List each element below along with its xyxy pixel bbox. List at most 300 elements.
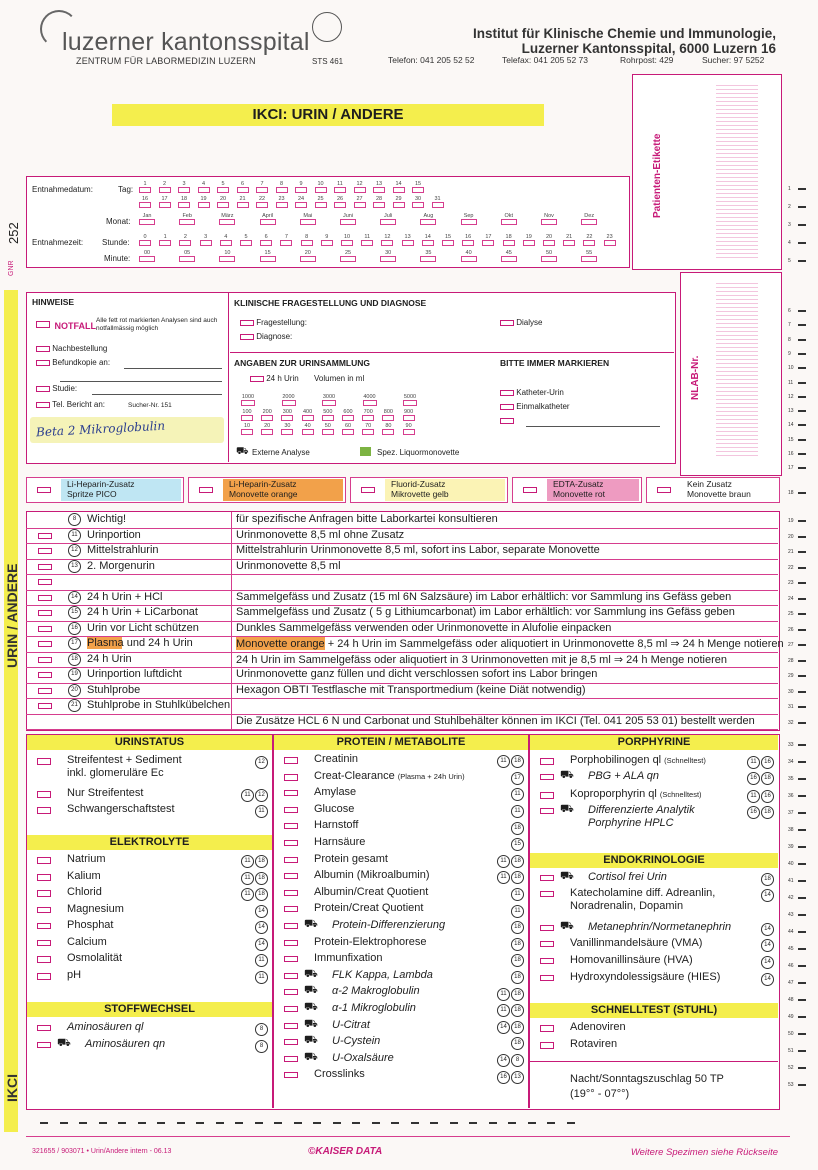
vol2-mark-box[interactable] bbox=[261, 415, 273, 421]
hours-cell[interactable] bbox=[542, 234, 556, 246]
months-mark-box[interactable] bbox=[300, 219, 316, 225]
days1-mark-box[interactable] bbox=[295, 187, 307, 193]
material-checkbox[interactable] bbox=[38, 595, 52, 601]
hours-cell[interactable] bbox=[401, 234, 415, 246]
analysis-row[interactable] bbox=[27, 902, 272, 918]
days1-cell[interactable] bbox=[236, 181, 250, 193]
analysis-row[interactable] bbox=[530, 953, 778, 969]
diagnose-checkbox[interactable] bbox=[240, 334, 254, 340]
months-mark-box[interactable] bbox=[179, 219, 195, 225]
hours-cell[interactable] bbox=[461, 234, 475, 246]
analysis-row[interactable] bbox=[530, 1037, 778, 1053]
days2-mark-box[interactable] bbox=[315, 202, 327, 208]
material-checkbox[interactable] bbox=[38, 564, 52, 570]
analysis-row[interactable] bbox=[274, 752, 528, 768]
studie-line[interactable] bbox=[92, 394, 222, 395]
analysis-checkbox[interactable] bbox=[284, 1039, 298, 1045]
days2-cell[interactable] bbox=[275, 196, 289, 208]
analysis-checkbox[interactable] bbox=[540, 1042, 554, 1049]
notfall-row[interactable] bbox=[36, 316, 96, 334]
befundkopie-checkbox[interactable] bbox=[36, 360, 50, 366]
tel-bericht-row[interactable] bbox=[36, 400, 105, 409]
material-checkbox[interactable] bbox=[38, 626, 52, 632]
vol3-mark-box[interactable] bbox=[261, 429, 273, 435]
tel-bericht-checkbox[interactable] bbox=[36, 402, 50, 408]
befundkopie-line[interactable] bbox=[124, 368, 222, 369]
vol3-mark-box[interactable] bbox=[322, 429, 334, 435]
vol1-cell[interactable] bbox=[362, 394, 378, 406]
fragestellung-checkbox[interactable] bbox=[240, 320, 254, 326]
days2-cell[interactable] bbox=[353, 196, 367, 208]
analysis-checkbox[interactable] bbox=[284, 956, 298, 962]
days1-mark-box[interactable] bbox=[354, 187, 366, 193]
katheter-checkbox[interactable] bbox=[500, 390, 514, 396]
hours-mark-box[interactable] bbox=[159, 240, 171, 246]
material-row[interactable] bbox=[26, 512, 778, 529]
material-checkbox[interactable] bbox=[38, 610, 52, 616]
material-row[interactable] bbox=[26, 636, 784, 653]
months-cell[interactable] bbox=[500, 213, 518, 225]
days2-cell[interactable] bbox=[372, 196, 386, 208]
minutes-mark-box[interactable] bbox=[380, 256, 396, 262]
analysis-checkbox[interactable] bbox=[284, 940, 298, 946]
analysis-checkbox[interactable] bbox=[37, 956, 51, 963]
befundkopie-line-2[interactable] bbox=[60, 381, 222, 382]
vol3-mark-box[interactable] bbox=[362, 429, 374, 435]
analysis-row[interactable] bbox=[530, 803, 778, 829]
analysis-row[interactable] bbox=[27, 1020, 272, 1036]
minutes-mark-box[interactable] bbox=[461, 256, 477, 262]
hours-mark-box[interactable] bbox=[503, 240, 515, 246]
zusatz-checkbox[interactable] bbox=[523, 487, 537, 493]
hours-mark-box[interactable] bbox=[482, 240, 494, 246]
analysis-checkbox[interactable] bbox=[540, 774, 554, 780]
months-cell[interactable] bbox=[299, 213, 317, 225]
material-row[interactable] bbox=[26, 621, 778, 638]
days2-mark-box[interactable] bbox=[432, 202, 444, 208]
days2-cell[interactable] bbox=[158, 196, 172, 208]
analysis-row[interactable] bbox=[274, 835, 528, 851]
vol3-cell[interactable] bbox=[280, 423, 294, 435]
hours-cell[interactable] bbox=[481, 234, 495, 246]
material-row[interactable] bbox=[26, 543, 778, 560]
analysis-checkbox[interactable] bbox=[284, 757, 298, 764]
vol1-cell[interactable] bbox=[240, 394, 256, 406]
analysis-checkbox[interactable] bbox=[37, 973, 51, 980]
hours-cell[interactable] bbox=[360, 234, 374, 246]
hours-mark-box[interactable] bbox=[200, 240, 212, 246]
zusatz-checkbox[interactable] bbox=[199, 487, 213, 493]
minutes-cell[interactable] bbox=[419, 250, 437, 262]
zusatz-box[interactable] bbox=[188, 477, 346, 503]
hours-mark-box[interactable] bbox=[139, 240, 151, 246]
analysis-checkbox[interactable] bbox=[284, 973, 298, 979]
vol2-mark-box[interactable] bbox=[302, 415, 314, 421]
hours-mark-box[interactable] bbox=[301, 240, 313, 246]
other-checkbox[interactable] bbox=[500, 418, 514, 424]
hours-cell[interactable] bbox=[239, 234, 253, 246]
diagnose-row[interactable] bbox=[240, 332, 292, 341]
zusatz-box[interactable] bbox=[350, 477, 508, 503]
vol3-cell[interactable] bbox=[260, 423, 274, 435]
analysis-checkbox[interactable] bbox=[540, 1025, 554, 1032]
zusatz-box[interactable] bbox=[26, 477, 184, 503]
days1-cell[interactable] bbox=[216, 181, 230, 193]
days1-cell[interactable] bbox=[158, 181, 172, 193]
days1-mark-box[interactable] bbox=[217, 187, 229, 193]
vol3-cell[interactable] bbox=[341, 423, 355, 435]
days2-cell[interactable] bbox=[392, 196, 406, 208]
vol3-cell[interactable] bbox=[301, 423, 315, 435]
vol1-cell[interactable] bbox=[321, 394, 337, 406]
hours-cell[interactable] bbox=[421, 234, 435, 246]
dialyse-checkbox[interactable] bbox=[500, 320, 514, 326]
vol2-mark-box[interactable] bbox=[342, 415, 354, 421]
months-cell[interactable] bbox=[540, 213, 558, 225]
analysis-row[interactable] bbox=[274, 818, 528, 834]
hours-cell[interactable] bbox=[300, 234, 314, 246]
months-cell[interactable] bbox=[178, 213, 196, 225]
analysis-row[interactable] bbox=[27, 802, 272, 818]
analysis-row[interactable] bbox=[27, 918, 272, 934]
minutes-mark-box[interactable] bbox=[420, 256, 436, 262]
minutes-mark-box[interactable] bbox=[340, 256, 356, 262]
studie-row[interactable] bbox=[36, 384, 77, 393]
hours-cell[interactable] bbox=[259, 234, 273, 246]
vol3-cell[interactable] bbox=[321, 423, 335, 435]
hours-mark-box[interactable] bbox=[563, 240, 575, 246]
months-cell[interactable] bbox=[339, 213, 357, 225]
nachbestellung-checkbox[interactable] bbox=[36, 346, 50, 352]
analysis-row[interactable] bbox=[530, 886, 778, 912]
months-mark-box[interactable] bbox=[501, 219, 517, 225]
katheter-row[interactable] bbox=[500, 388, 564, 397]
days1-mark-box[interactable] bbox=[412, 187, 424, 193]
spez-green-box[interactable] bbox=[360, 447, 371, 456]
months-cell[interactable] bbox=[218, 213, 236, 225]
months-mark-box[interactable] bbox=[219, 219, 235, 225]
analysis-checkbox[interactable] bbox=[540, 941, 554, 947]
hours-cell[interactable] bbox=[320, 234, 334, 246]
vol2-cell[interactable] bbox=[321, 409, 335, 421]
hours-mark-box[interactable] bbox=[442, 240, 454, 246]
hours-mark-box[interactable] bbox=[604, 240, 616, 246]
hours-cell[interactable] bbox=[582, 234, 596, 246]
days1-cell[interactable] bbox=[197, 181, 211, 193]
hours-cell[interactable] bbox=[441, 234, 455, 246]
months-mark-box[interactable] bbox=[461, 219, 477, 225]
analysis-row[interactable] bbox=[27, 753, 272, 779]
analysis-row[interactable] bbox=[530, 1020, 778, 1036]
material-row[interactable] bbox=[26, 574, 778, 591]
analysis-checkbox[interactable] bbox=[284, 1006, 298, 1012]
analysis-row[interactable] bbox=[530, 769, 778, 785]
minutes-mark-box[interactable] bbox=[219, 256, 235, 262]
analysis-row[interactable] bbox=[274, 901, 528, 917]
analysis-row[interactable] bbox=[27, 869, 272, 885]
analysis-row[interactable] bbox=[274, 1001, 528, 1017]
days2-mark-box[interactable] bbox=[256, 202, 268, 208]
einmal-checkbox[interactable] bbox=[500, 404, 514, 410]
analysis-checkbox[interactable] bbox=[540, 792, 554, 799]
analysis-row[interactable] bbox=[274, 935, 528, 951]
analysis-row[interactable] bbox=[530, 787, 778, 803]
vol3-mark-box[interactable] bbox=[342, 429, 354, 435]
analysis-checkbox[interactable] bbox=[284, 890, 298, 896]
vol2-mark-box[interactable] bbox=[241, 415, 253, 421]
analysis-checkbox[interactable] bbox=[284, 923, 298, 929]
material-checkbox[interactable] bbox=[38, 579, 52, 585]
vol2-mark-box[interactable] bbox=[382, 415, 394, 421]
days2-cell[interactable] bbox=[255, 196, 269, 208]
days2-mark-box[interactable] bbox=[373, 202, 385, 208]
minutes-cell[interactable] bbox=[500, 250, 518, 262]
analysis-row[interactable] bbox=[274, 852, 528, 868]
vol2-mark-box[interactable] bbox=[403, 415, 415, 421]
vol3-mark-box[interactable] bbox=[241, 429, 253, 435]
minutes-mark-box[interactable] bbox=[260, 256, 276, 262]
days1-mark-box[interactable] bbox=[276, 187, 288, 193]
analysis-row[interactable] bbox=[274, 802, 528, 818]
minutes-cell[interactable] bbox=[138, 250, 156, 262]
hours-mark-box[interactable] bbox=[361, 240, 373, 246]
days2-cell[interactable] bbox=[138, 196, 152, 208]
days1-cell[interactable] bbox=[138, 181, 152, 193]
days2-cell[interactable] bbox=[411, 196, 425, 208]
days1-mark-box[interactable] bbox=[315, 187, 327, 193]
h24-row[interactable] bbox=[250, 374, 299, 383]
material-checkbox[interactable] bbox=[38, 641, 52, 647]
analysis-row[interactable] bbox=[27, 786, 272, 802]
hours-mark-box[interactable] bbox=[422, 240, 434, 246]
analysis-row[interactable] bbox=[274, 885, 528, 901]
analysis-row[interactable] bbox=[274, 984, 528, 1000]
analysis-checkbox[interactable] bbox=[540, 975, 554, 981]
material-row[interactable] bbox=[26, 683, 778, 700]
days2-mark-box[interactable] bbox=[295, 202, 307, 208]
dialyse-row[interactable] bbox=[500, 318, 542, 327]
analysis-row[interactable] bbox=[274, 769, 528, 785]
analysis-checkbox[interactable] bbox=[284, 790, 298, 796]
days1-cell[interactable] bbox=[353, 181, 367, 193]
minutes-cell[interactable] bbox=[218, 250, 236, 262]
material-checkbox[interactable] bbox=[38, 533, 52, 539]
analysis-checkbox[interactable] bbox=[37, 940, 51, 946]
analysis-row[interactable] bbox=[274, 1051, 528, 1067]
analysis-row[interactable] bbox=[27, 968, 272, 984]
vol2-cell[interactable] bbox=[260, 409, 274, 421]
minutes-cell[interactable] bbox=[379, 250, 397, 262]
hours-cell[interactable] bbox=[502, 234, 516, 246]
minutes-mark-box[interactable] bbox=[581, 256, 597, 262]
vol2-cell[interactable] bbox=[280, 409, 294, 421]
days2-cell[interactable] bbox=[333, 196, 347, 208]
analysis-checkbox[interactable] bbox=[37, 1042, 51, 1048]
days1-mark-box[interactable] bbox=[373, 187, 385, 193]
days1-mark-box[interactable] bbox=[178, 187, 190, 193]
hours-mark-box[interactable] bbox=[381, 240, 393, 246]
months-mark-box[interactable] bbox=[420, 219, 436, 225]
analysis-checkbox[interactable] bbox=[284, 823, 298, 829]
analysis-checkbox[interactable] bbox=[37, 758, 51, 765]
hours-mark-box[interactable] bbox=[462, 240, 474, 246]
analysis-checkbox[interactable] bbox=[37, 874, 51, 881]
minutes-mark-box[interactable] bbox=[300, 256, 316, 262]
befundkopie-row[interactable] bbox=[36, 358, 110, 367]
analysis-checkbox[interactable] bbox=[284, 989, 298, 995]
minutes-mark-box[interactable] bbox=[501, 256, 517, 262]
analysis-checkbox[interactable] bbox=[540, 808, 554, 814]
analysis-checkbox[interactable] bbox=[540, 875, 554, 881]
minutes-mark-box[interactable] bbox=[179, 256, 195, 262]
material-row[interactable] bbox=[26, 559, 778, 576]
days2-mark-box[interactable] bbox=[393, 202, 405, 208]
minutes-mark-box[interactable] bbox=[541, 256, 557, 262]
vol2-mark-box[interactable] bbox=[322, 415, 334, 421]
months-mark-box[interactable] bbox=[340, 219, 356, 225]
analysis-checkbox[interactable] bbox=[284, 1023, 298, 1029]
days1-mark-box[interactable] bbox=[256, 187, 268, 193]
zusatz-checkbox[interactable] bbox=[657, 487, 671, 493]
analysis-row[interactable] bbox=[27, 935, 272, 951]
days1-mark-box[interactable] bbox=[139, 187, 151, 193]
days2-mark-box[interactable] bbox=[159, 202, 171, 208]
notfall-checkbox[interactable] bbox=[36, 321, 50, 328]
days1-cell[interactable] bbox=[392, 181, 406, 193]
material-checkbox[interactable] bbox=[38, 657, 52, 663]
hours-mark-box[interactable] bbox=[341, 240, 353, 246]
days2-mark-box[interactable] bbox=[354, 202, 366, 208]
hours-cell[interactable] bbox=[158, 234, 172, 246]
hours-cell[interactable] bbox=[279, 234, 293, 246]
days2-mark-box[interactable] bbox=[178, 202, 190, 208]
hours-cell[interactable] bbox=[199, 234, 213, 246]
hours-cell[interactable] bbox=[138, 234, 152, 246]
days1-cell[interactable] bbox=[411, 181, 425, 193]
days1-cell[interactable] bbox=[255, 181, 269, 193]
days1-cell[interactable] bbox=[294, 181, 308, 193]
days2-mark-box[interactable] bbox=[139, 202, 151, 208]
material-row[interactable] bbox=[26, 667, 778, 684]
vol1-mark-box[interactable] bbox=[403, 400, 417, 406]
analysis-row[interactable] bbox=[27, 1037, 272, 1053]
h24-checkbox[interactable] bbox=[250, 376, 264, 382]
zusatz-box[interactable] bbox=[512, 477, 642, 503]
vol3-cell[interactable] bbox=[240, 423, 254, 435]
zusatz-checkbox[interactable] bbox=[361, 487, 375, 493]
hours-mark-box[interactable] bbox=[523, 240, 535, 246]
days2-cell[interactable] bbox=[177, 196, 191, 208]
analysis-checkbox[interactable] bbox=[284, 857, 298, 863]
hours-mark-box[interactable] bbox=[543, 240, 555, 246]
zusatz-box[interactable] bbox=[646, 477, 780, 503]
months-cell[interactable] bbox=[419, 213, 437, 225]
minutes-mark-box[interactable] bbox=[139, 256, 155, 262]
days2-cell[interactable] bbox=[294, 196, 308, 208]
analysis-checkbox[interactable] bbox=[37, 1025, 51, 1031]
days2-cell[interactable] bbox=[197, 196, 211, 208]
minutes-cell[interactable] bbox=[259, 250, 277, 262]
vol1-mark-box[interactable] bbox=[363, 400, 377, 406]
days1-cell[interactable] bbox=[177, 181, 191, 193]
days1-cell[interactable] bbox=[333, 181, 347, 193]
hours-cell[interactable] bbox=[522, 234, 536, 246]
minutes-cell[interactable] bbox=[580, 250, 598, 262]
material-checkbox[interactable] bbox=[38, 548, 52, 554]
months-mark-box[interactable] bbox=[260, 219, 276, 225]
vol2-cell[interactable] bbox=[381, 409, 395, 421]
vol3-mark-box[interactable] bbox=[403, 429, 415, 435]
vol2-cell[interactable] bbox=[240, 409, 254, 421]
hours-cell[interactable] bbox=[380, 234, 394, 246]
months-mark-box[interactable] bbox=[139, 219, 155, 225]
zusatz-checkbox[interactable] bbox=[37, 487, 51, 493]
days2-cell[interactable] bbox=[431, 196, 445, 208]
hours-mark-box[interactable] bbox=[260, 240, 272, 246]
vol1-mark-box[interactable] bbox=[241, 400, 255, 406]
hours-mark-box[interactable] bbox=[179, 240, 191, 246]
vol1-cell[interactable] bbox=[281, 394, 297, 406]
analysis-checkbox[interactable] bbox=[284, 906, 298, 912]
other-row[interactable] bbox=[500, 416, 514, 425]
analysis-checkbox[interactable] bbox=[284, 807, 298, 813]
days1-mark-box[interactable] bbox=[393, 187, 405, 193]
hours-cell[interactable] bbox=[562, 234, 576, 246]
vol3-cell[interactable] bbox=[402, 423, 416, 435]
months-mark-box[interactable] bbox=[380, 219, 396, 225]
analysis-checkbox[interactable] bbox=[37, 791, 51, 798]
analysis-checkbox[interactable] bbox=[540, 891, 554, 897]
days2-cell[interactable] bbox=[314, 196, 328, 208]
analysis-checkbox[interactable] bbox=[37, 923, 51, 929]
analysis-row[interactable] bbox=[274, 968, 528, 984]
hours-cell[interactable] bbox=[603, 234, 617, 246]
vol1-mark-box[interactable] bbox=[282, 400, 296, 406]
hours-cell[interactable] bbox=[219, 234, 233, 246]
analysis-checkbox[interactable] bbox=[284, 1056, 298, 1062]
hours-cell[interactable] bbox=[340, 234, 354, 246]
einmal-row[interactable] bbox=[500, 402, 570, 411]
vol2-cell[interactable] bbox=[361, 409, 375, 421]
days1-cell[interactable] bbox=[275, 181, 289, 193]
days1-cell[interactable] bbox=[372, 181, 386, 193]
material-row[interactable] bbox=[26, 605, 778, 622]
days1-mark-box[interactable] bbox=[334, 187, 346, 193]
vol3-mark-box[interactable] bbox=[382, 429, 394, 435]
hours-mark-box[interactable] bbox=[402, 240, 414, 246]
months-mark-box[interactable] bbox=[541, 219, 557, 225]
days2-mark-box[interactable] bbox=[217, 202, 229, 208]
analysis-checkbox[interactable] bbox=[284, 1072, 298, 1078]
analysis-checkbox[interactable] bbox=[37, 907, 51, 913]
material-checkbox[interactable] bbox=[38, 703, 52, 709]
minutes-cell[interactable] bbox=[460, 250, 478, 262]
vol3-mark-box[interactable] bbox=[281, 429, 293, 435]
analysis-row[interactable] bbox=[274, 1034, 528, 1050]
vol3-cell[interactable] bbox=[381, 423, 395, 435]
analysis-row[interactable] bbox=[530, 970, 778, 986]
vol2-cell[interactable] bbox=[301, 409, 315, 421]
months-mark-box[interactable] bbox=[581, 219, 597, 225]
analysis-row[interactable] bbox=[274, 868, 528, 884]
analysis-checkbox[interactable] bbox=[37, 890, 51, 897]
minutes-cell[interactable] bbox=[299, 250, 317, 262]
analysis-row[interactable] bbox=[530, 870, 778, 886]
days2-cell[interactable] bbox=[236, 196, 250, 208]
analysis-row[interactable] bbox=[530, 936, 778, 952]
analysis-checkbox[interactable] bbox=[37, 857, 51, 864]
hours-mark-box[interactable] bbox=[240, 240, 252, 246]
